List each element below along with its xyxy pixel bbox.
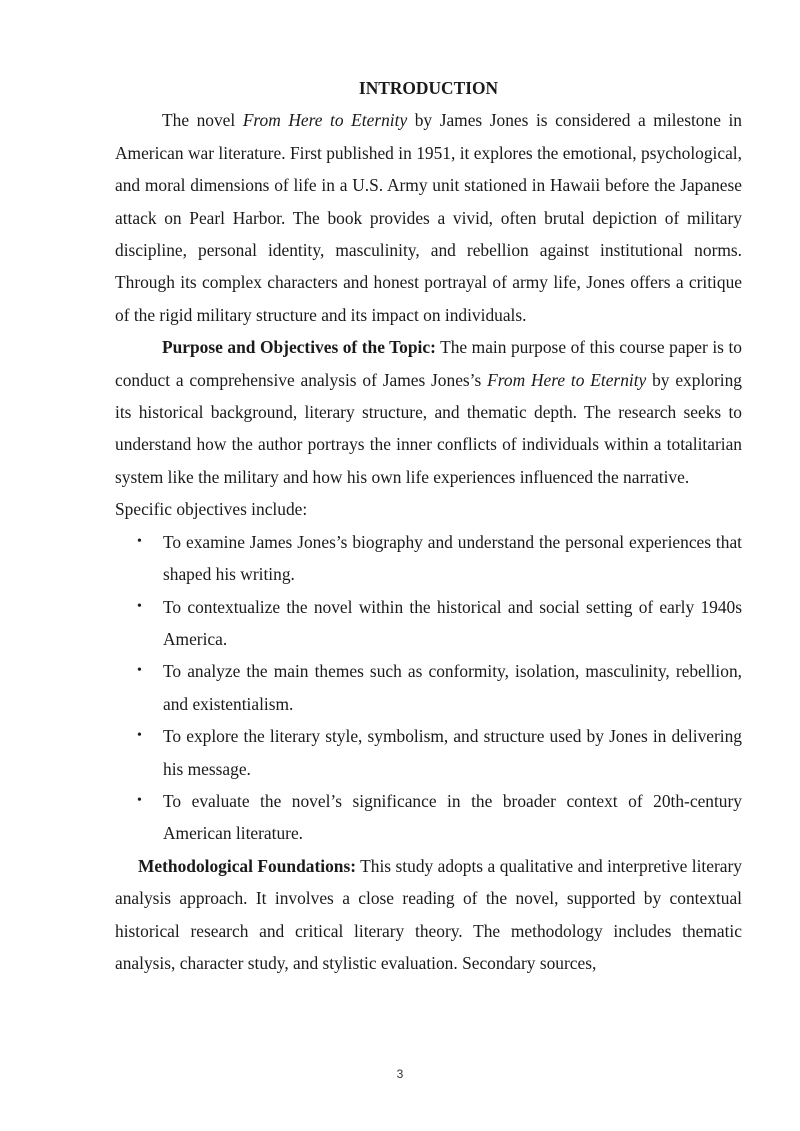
intro-paragraph	[115, 104, 742, 331]
purpose-text-start: The main purpose of this course paper is to conduct a comprehensive analysis of James Jones’s	[115, 337, 742, 390]
list-item	[115, 526, 742, 591]
purpose-paragraph	[115, 331, 742, 493]
objective-text: To analyze the main themes such as conformity, isolation, masculinity, rebellion, and existentialism.	[163, 661, 742, 714]
methodology-paragraph	[115, 850, 742, 980]
purpose-book-title: From Here to Eternity	[487, 369, 647, 390]
objective-text: To explore the literary style, symbolism, and structure used by Jones in delivering his message.	[163, 726, 742, 779]
bullet-icon: •	[137, 792, 142, 808]
objectives-list	[115, 526, 742, 850]
list-item	[115, 655, 742, 720]
objectives-intro: Specific objectives include:	[115, 499, 308, 520]
page-content	[115, 72, 742, 979]
bullet-icon: •	[137, 533, 142, 549]
list-item	[115, 720, 742, 785]
objective-text: To examine James Jones’s biography and understand the personal experiences that shaped his writing.	[163, 531, 742, 585]
methodology-text: This study adopts a qualitative and interpretive literary analysis approach. It involves a close reading of the novel, supported by contextual historical research and critical literary theory. The methodology includes thematic analysis, character study, and stylistic evaluation. Secondary sources,	[115, 855, 742, 973]
section-heading: INTRODUCTION	[358, 78, 499, 98]
intro-text-start: The novel	[162, 110, 243, 131]
intro-text-end: by James Jones is considered a milestone in American war literature. First published in 1951, it explores the emotional, psychological, and moral dimensions of life in a U.S. Army unit stationed in Hawaii before the Japanese attack on Pearl Harbor. The book provides a vivid, often brutal depiction of military discipline, personal identity, masculinity, and rebellion against institutional norms. Through its complex characters and honest portrayal of army life, Jones offers a critique of the rigid military structure and its impact on individuals.	[115, 110, 743, 325]
bullet-icon: •	[137, 728, 142, 744]
purpose-label: Purpose and Objectives of the Topic:	[162, 337, 436, 358]
bullet-icon: •	[137, 598, 142, 614]
intro-book-title: From Here to Eternity	[242, 110, 408, 131]
purpose-text-end: by exploring its historical background, literary structure, and thematic depth. The research seeks to understand how the author portrays the inner conflicts of individuals within a totalitarian system like the military and how his own life experiences influenced the narrative.	[115, 369, 742, 487]
bullet-icon: •	[137, 663, 142, 679]
objective-text: To contextualize the novel within the historical and social setting of early 1940s America.	[163, 596, 742, 649]
objective-text: To evaluate the novel’s significance in the broader context of 20th-century American literature.	[163, 790, 742, 844]
list-item	[115, 591, 742, 656]
list-item	[115, 785, 742, 850]
methodology-label: Methodological Foundations:	[138, 855, 356, 876]
page-number: 3	[396, 1067, 404, 1081]
